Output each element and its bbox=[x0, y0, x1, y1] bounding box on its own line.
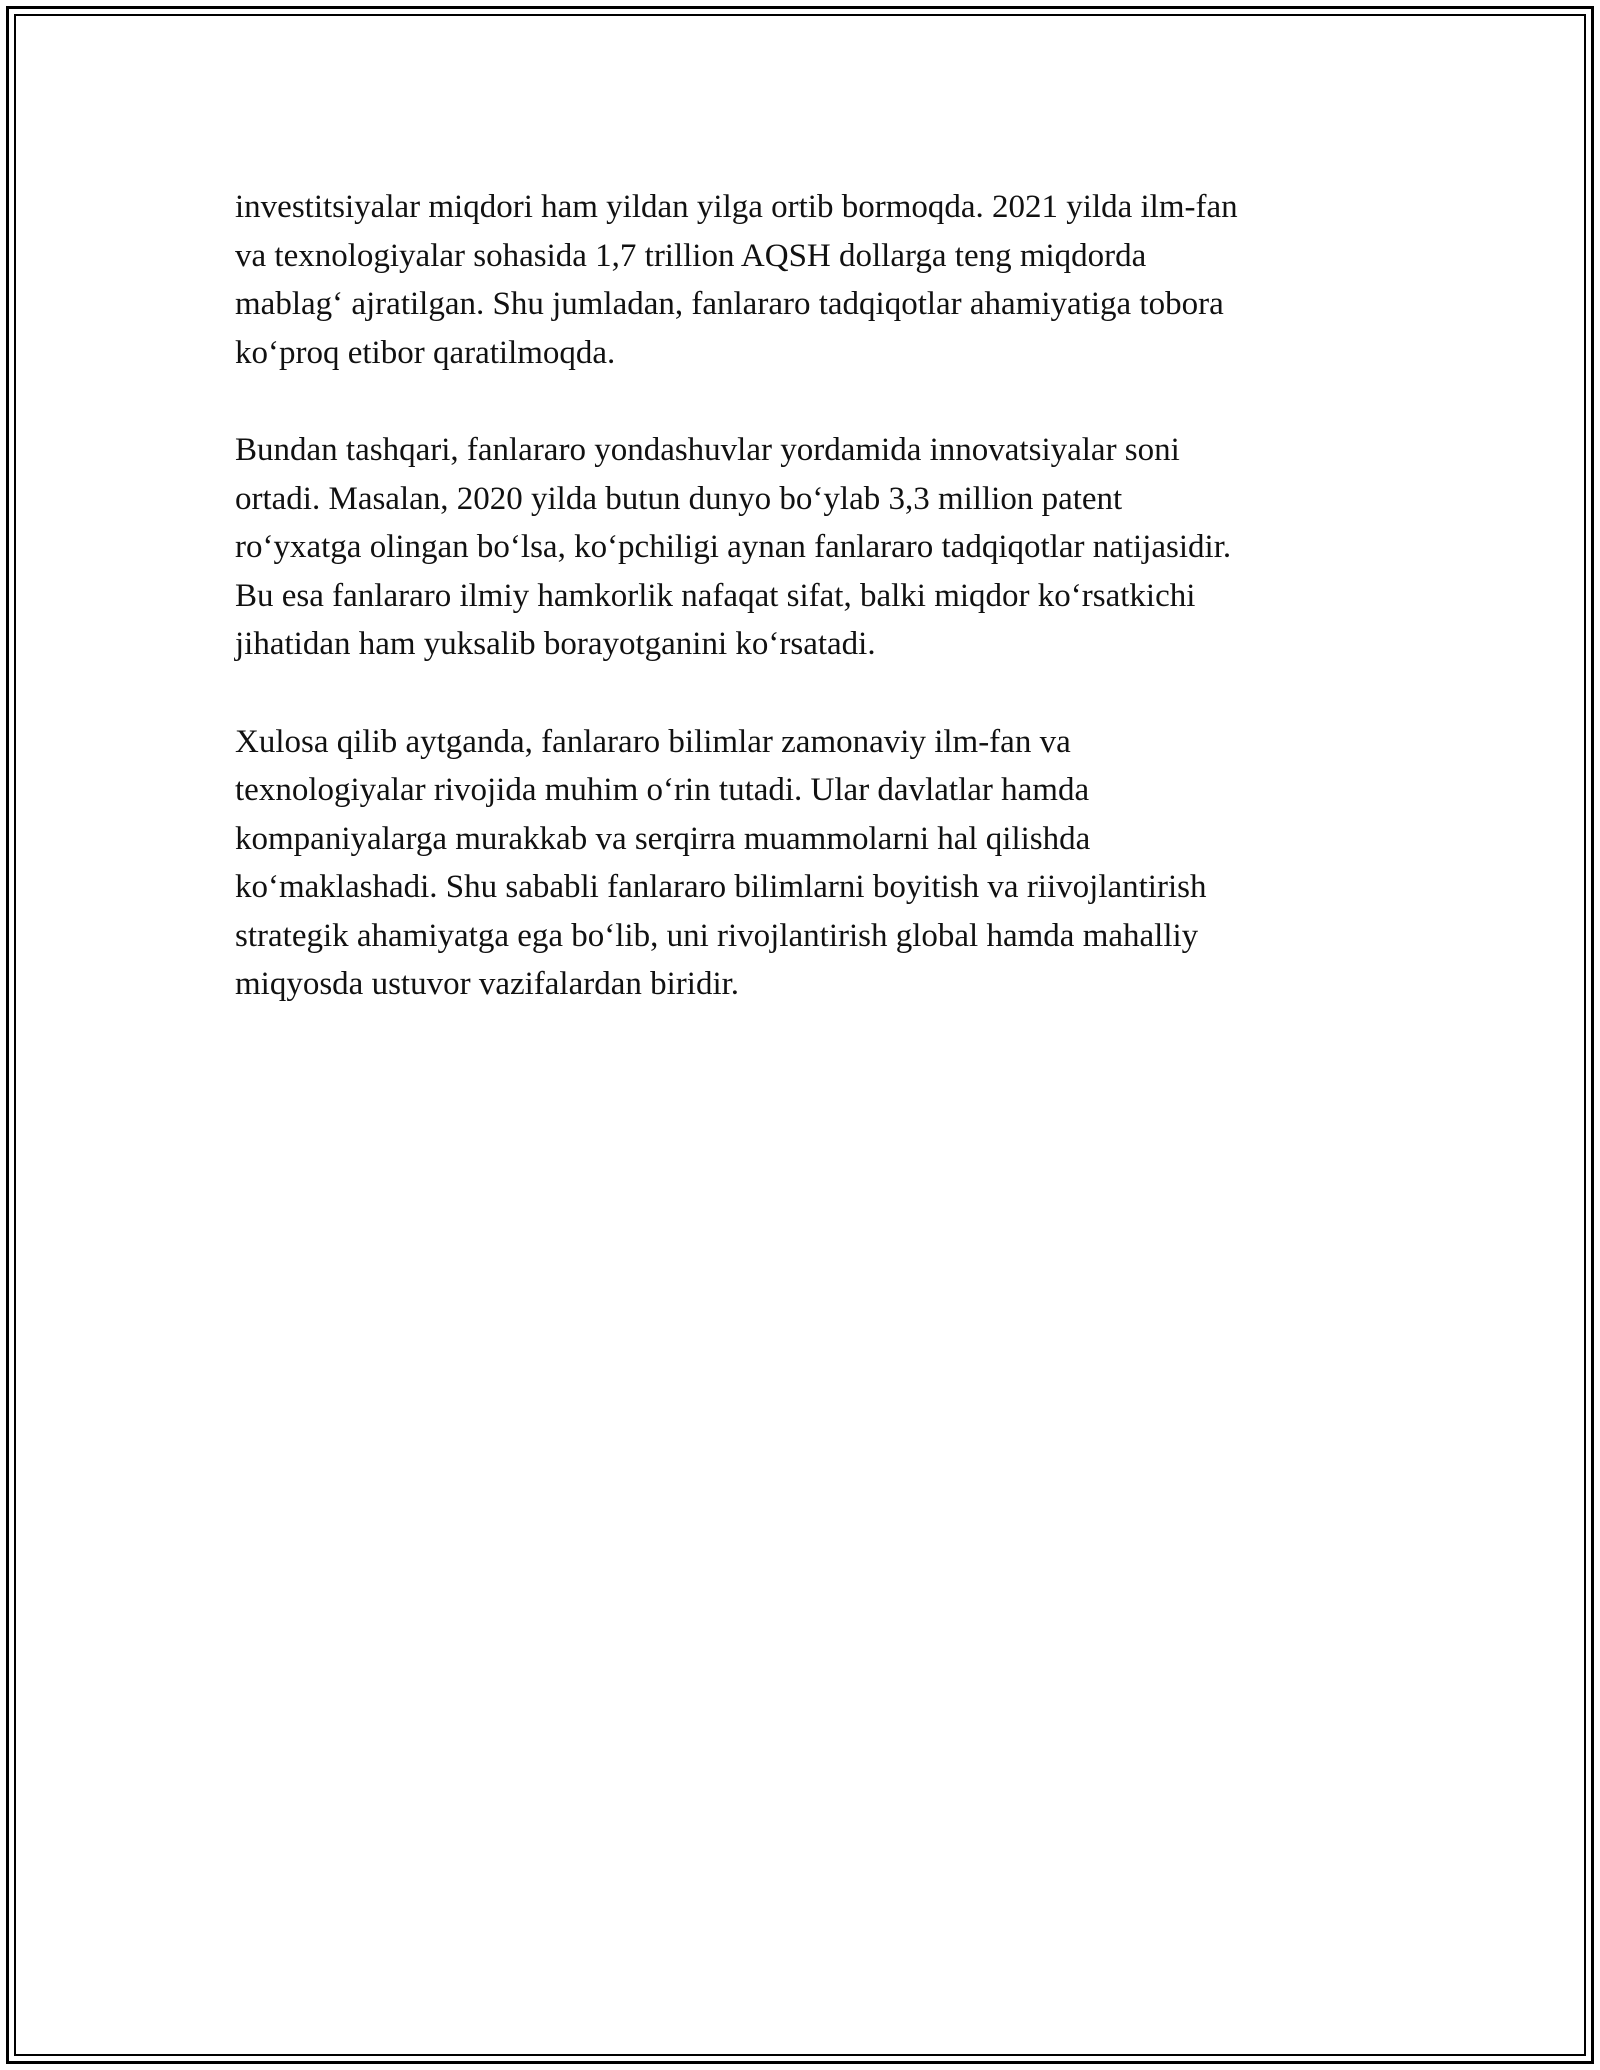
text-line: Bundan tashqari, fanlararo yondashuvlar yordamida innovatsiyalar soni bbox=[235, 432, 1180, 468]
text-line: ro‘yxatga olingan bo‘lsa, ko‘pchiligi aynan fanlararo tadqiqotlar natijasidir. bbox=[235, 529, 1232, 565]
text-line: miqyosda ustuvor vazifalardan biridir. bbox=[235, 966, 740, 1002]
text-line: kompaniyalarga murakkab va serqirra muammolarni hal qilishda bbox=[235, 820, 1091, 857]
paragraph-innovations bbox=[235, 426, 1370, 669]
text-line: Xulosa qilib aytganda, fanlararo bilimlar zamonaviy ilm-fan va bbox=[235, 723, 1071, 760]
document-body bbox=[235, 183, 1370, 1058]
text-line: ko‘maklashadi. Shu sababli fanlararo bilimlarni boyitish va riivojlantirish bbox=[235, 869, 1207, 905]
text-line: investitsiyalar miqdori ham yildan yilga ortib bormoqda. 2021 yilda ilm-fan bbox=[235, 189, 1238, 225]
text-line: texnologiyalar rivojida muhim o‘rin tutadi. Ular davlatlar hamda bbox=[235, 772, 1090, 808]
text-line: va texnologiyalar sohasida 1,7 trillion AQSH dollarga teng miqdorda bbox=[235, 237, 1147, 274]
text-line: ko‘proq etibor qaratilmoqda. bbox=[235, 334, 616, 371]
paragraph-conclusion bbox=[235, 718, 1370, 1009]
text-line: Bu esa fanlararo ilmiy hamkorlik nafaqat sifat, balki miqdor ko‘rsatkichi bbox=[235, 577, 1196, 614]
text-line: mablag‘ ajratilgan. Shu jumladan, fanlararo tadqiqotlar ahamiyatiga tobora bbox=[235, 286, 1224, 322]
text-line: strategik ahamiyatga ega bo‘lib, uni rivojlantirish global hamda mahalliy bbox=[235, 917, 1199, 954]
text-line: ortadi. Masalan, 2020 yilda butun dunyo bo‘ylab 3,3 million patent bbox=[235, 480, 1123, 517]
paragraph-investments bbox=[235, 183, 1370, 377]
text-line: jihatidan ham yuksalib borayotganini ko‘rsatadi. bbox=[235, 626, 876, 662]
